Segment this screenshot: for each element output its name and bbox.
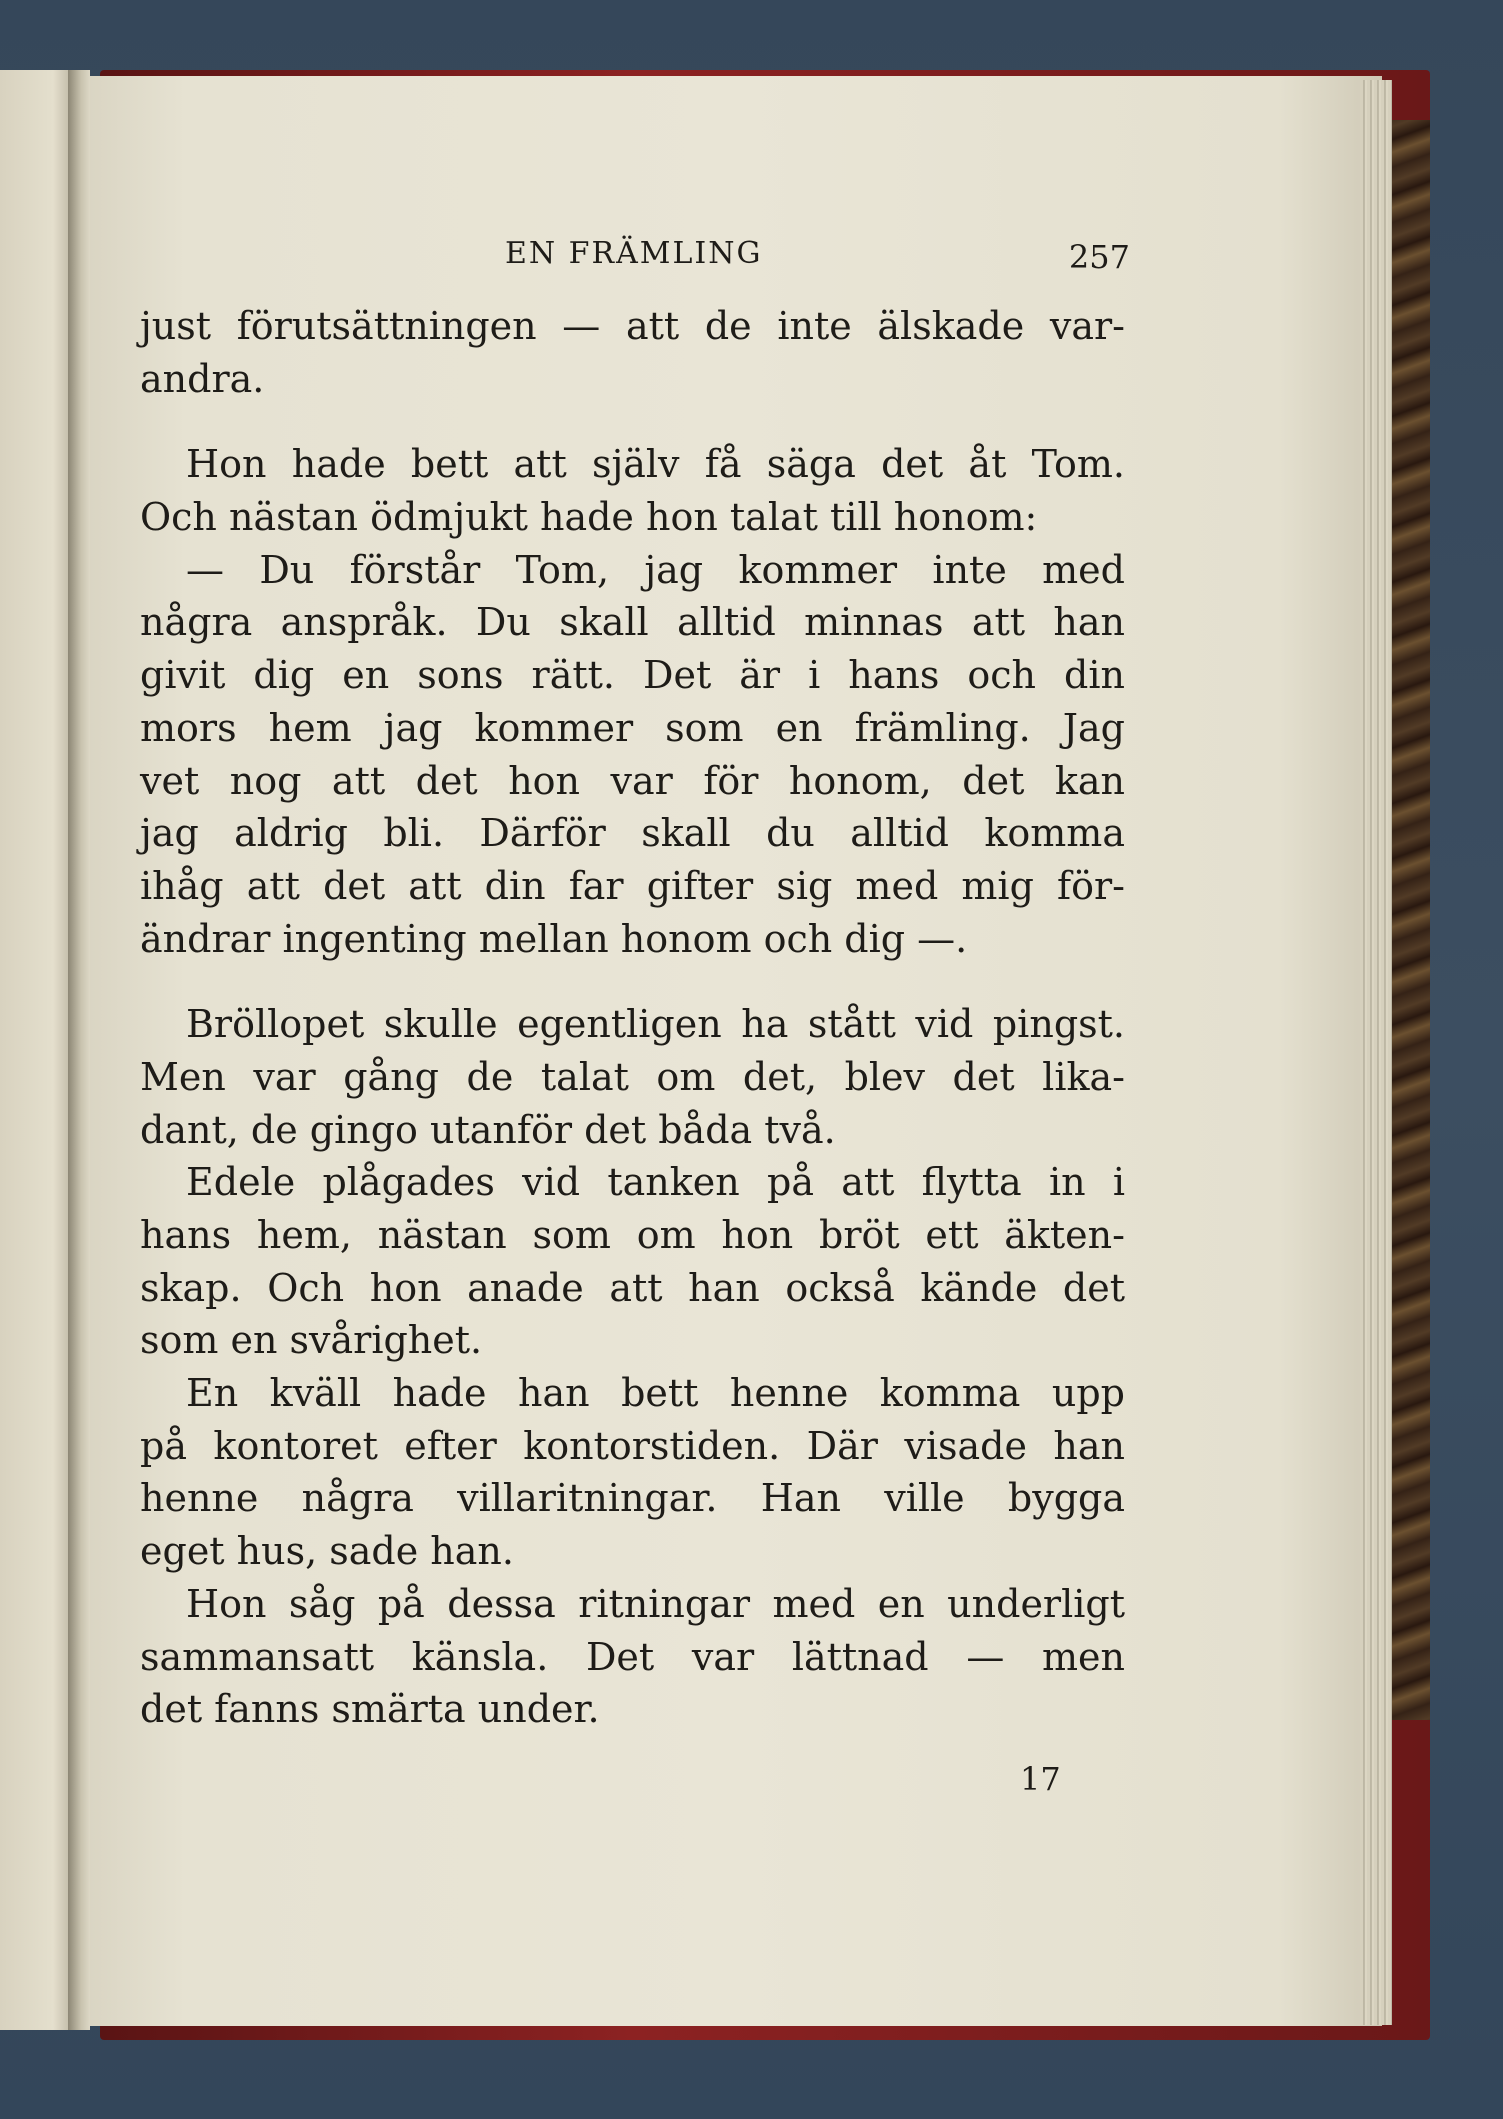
text-line: mors hem jag kommer som en främling. Jag — [140, 705, 1125, 750]
paragraph — [140, 438, 1125, 543]
text-line: skap. Och hon anade att han också kände det — [140, 1265, 1125, 1310]
text-line: givit dig en sons rätt. Det är i hans och din — [140, 653, 1125, 698]
paragraph — [140, 1156, 1125, 1367]
paragraph — [140, 998, 1125, 1156]
text-line: Hon hade bett att själv få säga det åt Tom. — [186, 442, 1125, 487]
paragraph — [140, 1367, 1125, 1578]
text-line: ändrar ingenting mellan honom och dig —. — [140, 916, 968, 961]
left-page-edge — [0, 70, 76, 2030]
text-line: En kväll hade han bett henne komma upp — [186, 1371, 1125, 1416]
text-line: ihåg att det att din far gifter sig med mig för- — [140, 863, 1125, 908]
paragraph — [140, 300, 1125, 405]
text-line: Men var gång de talat om det, blev det lika- — [140, 1054, 1125, 1099]
text-line: hans hem, nästan som om hon bröt ett äkten- — [140, 1213, 1125, 1257]
page-header — [140, 228, 1130, 278]
page-number: 257 — [1068, 238, 1130, 276]
text-line: som en svårighet. — [140, 1318, 483, 1363]
paragraph-gap — [140, 405, 1125, 438]
text-line: — Du förstår Tom, jag kommer inte med — [186, 547, 1125, 592]
paragraph — [140, 1578, 1125, 1736]
text-line: Bröllopet skulle egentligen ha stått vid pingst. — [186, 1002, 1125, 1047]
running-title: EN FRÄMLING — [505, 236, 763, 271]
paragraph-gap — [140, 965, 1125, 998]
text-line: andra. — [140, 356, 265, 401]
text-line: sammansatt känsla. Det var lättnad — men — [140, 1634, 1125, 1679]
text-line: Hon såg på dessa ritningar med en underligt — [186, 1581, 1125, 1626]
text-line: just förutsättningen — att de inte älskade var- — [140, 304, 1125, 348]
paragraph — [140, 544, 1125, 966]
book-gutter — [68, 70, 90, 2030]
text-line: på kontoret efter kontorstiden. Där visade han — [140, 1423, 1125, 1468]
text-line: henne några villaritningar. Han ville bygga — [140, 1476, 1125, 1521]
text-line: några anspråk. Du skall alltid minnas att han — [140, 600, 1125, 645]
text-line: eget hus, sade han. — [140, 1529, 514, 1574]
signature-mark: 17 — [1020, 1760, 1061, 1798]
text-line: dant, de gingo utanför det båda två. — [140, 1107, 836, 1152]
page-stack-edges — [1360, 80, 1392, 2025]
text-line: jag aldrig bli. Därför skall du alltid komma — [140, 811, 1125, 856]
text-line: Och nästan ödmjukt hade hon talat till honom: — [140, 495, 1038, 540]
text-line: Edele plågades vid tanken på att flytta in i — [186, 1160, 1125, 1205]
body-text — [140, 300, 1125, 1736]
text-line: vet nog att det hon var för honom, det kan — [140, 758, 1125, 803]
text-line: det fanns smärta under. — [140, 1687, 600, 1732]
